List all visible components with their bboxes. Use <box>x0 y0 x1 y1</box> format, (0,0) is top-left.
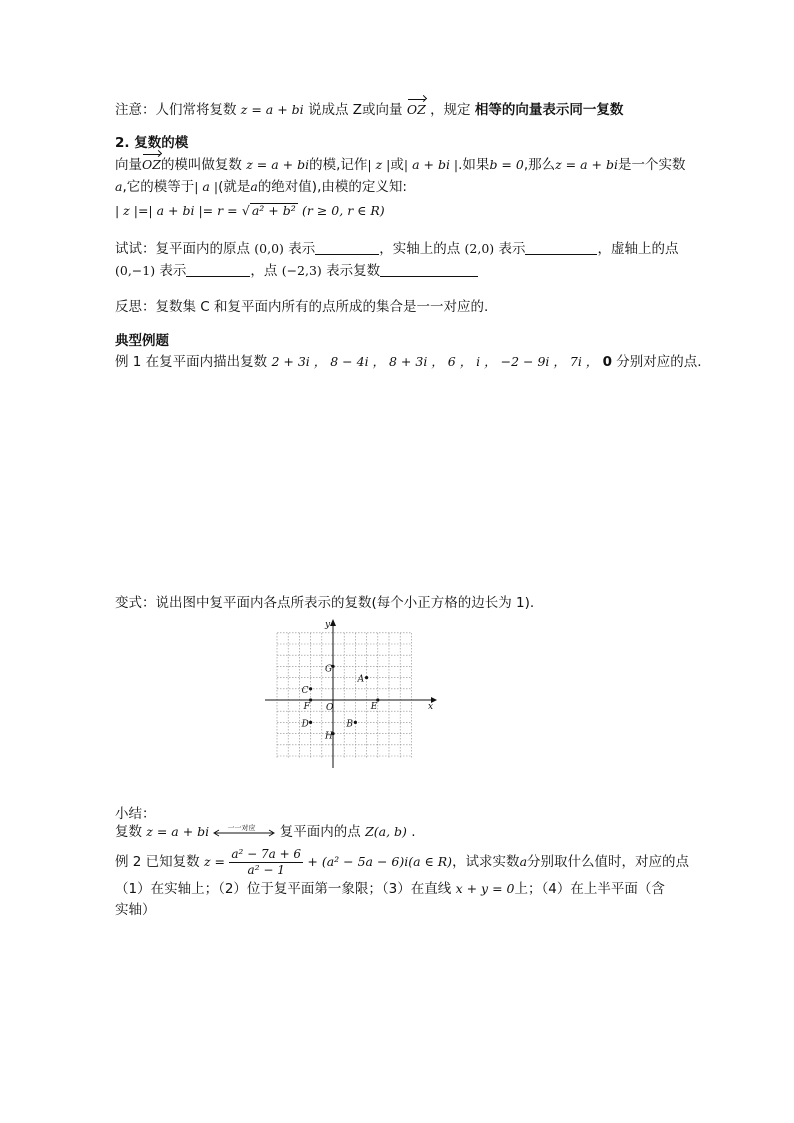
answer-blank-1[interactable] <box>315 240 379 255</box>
summary-title: 小结： <box>115 806 156 822</box>
example1-line <box>115 353 702 371</box>
point-h-label: H <box>325 731 333 742</box>
s2-text-b: 的模叫做复数 <box>160 157 242 173</box>
arrow-label: 一一对应 <box>227 824 256 832</box>
point-d-label: D <box>301 719 309 730</box>
try-text-h: 表示复数 <box>326 263 381 279</box>
try-text-a: 试试：复平面内的原点 <box>115 241 250 257</box>
s2-a: a <box>115 179 123 194</box>
note-line <box>115 101 623 119</box>
s2-text-c: 的模,记作 <box>309 157 368 173</box>
modulus-lhs: | z |=| a + bi |= r = <box>115 203 238 218</box>
s2-modabi: | a + bi | <box>403 157 459 172</box>
ex1-items: 2 + 3i ， 8 − 4i ， 8 + 3i ， 6 ， i ， −2 − 9i ， 7i ， <box>271 354 599 369</box>
ex2-text-c: 分别取什么值时，对应的点 <box>527 854 690 870</box>
s2-text-i: (就是 <box>218 179 251 195</box>
try-point-0m1: (0,−1) <box>115 263 156 278</box>
tryit-line2 <box>115 262 478 280</box>
ex2-denominator: a² − 1 <box>247 862 285 877</box>
s2-expr2: z = a + bi <box>555 157 618 172</box>
example2-line2 <box>115 880 665 898</box>
complex-plane-figure <box>265 618 437 768</box>
section2-line2 <box>115 178 407 196</box>
sum-period: . <box>411 824 416 840</box>
section2-formula: | z |=| a + bi |= r = √ a² + b² (r ≥ 0, r ∈ R) <box>115 203 385 218</box>
ex2-lhs: z = <box>203 854 226 869</box>
sum-text-b: 复平面内的点 <box>279 824 361 840</box>
ex2-text-a: 例 2 已知复数 <box>115 854 200 870</box>
point-a-label: A <box>357 674 365 685</box>
figure-points <box>301 664 380 741</box>
point-a-dot <box>365 676 368 679</box>
point-b-label: B <box>346 719 354 730</box>
sum-point: Z(a, b) <box>365 824 407 839</box>
x-axis-label: x <box>428 702 434 712</box>
reflect-line: 反思：复数集 C 和复平面内所有的点所成的集合是一一对应的. <box>115 299 489 315</box>
ex2-rest: + (a² − 5a − 6)i(a ∈ R) <box>307 854 453 869</box>
answer-blank-2[interactable] <box>525 240 597 255</box>
note-prefix: 注意：人们常将复数 <box>115 102 237 118</box>
s2-text-a: 向量 <box>115 157 142 173</box>
answer-blank-4[interactable] <box>380 262 478 277</box>
example2-line1 <box>115 846 689 878</box>
imag-axis-arrow <box>330 619 336 626</box>
sum-expr: z = a + bi <box>146 824 210 839</box>
note-bold: 相等的向量表示同一复数 <box>474 102 624 118</box>
answer-blank-3[interactable] <box>186 262 250 277</box>
ex2-line-eq: x + y = 0 <box>455 881 515 896</box>
s2-text-e: .如果 <box>458 157 490 173</box>
point-e-label: E <box>370 702 378 712</box>
s2-moda: | a | <box>194 179 219 194</box>
s2-text-g: 是一个实数 <box>618 157 686 173</box>
ex1-text-a: 例 1 在复平面内描出复数 <box>115 354 268 370</box>
section2-title: 2. 复数的模 <box>115 135 189 151</box>
try-text-e: ，虚轴上的点 <box>597 241 679 257</box>
ex2-var: a <box>519 854 528 869</box>
grid-lines <box>277 633 411 758</box>
ex2-text-d: （1）在实轴上；（2）位于复平面第一象限；（3）在直线 <box>115 881 452 897</box>
ex1-zero: 0 <box>602 354 612 370</box>
s2-expr: z = a + bi <box>246 157 310 172</box>
modulus-sqrt: a² + b² <box>251 203 296 218</box>
origin-label: O <box>326 703 334 713</box>
note-mid: 说成点 Z或向量 <box>307 102 403 118</box>
try-text-g: ，点 <box>250 263 278 279</box>
s2-vector: OZ <box>142 157 161 172</box>
ex2-numerator: a² − 7a + 6 <box>231 846 302 861</box>
point-c-label: C <box>301 685 309 696</box>
ex2-fraction <box>229 847 303 878</box>
point-c-dot <box>309 687 312 690</box>
example2-line3: 实轴） <box>115 902 156 918</box>
point-f-label: F <box>303 702 310 712</box>
s2-modz: | z | <box>367 157 391 172</box>
ex2-text-e: 上；（4）在上半平面（含 <box>514 881 665 897</box>
try-text-f: 表示 <box>159 263 187 279</box>
s2-a2: a <box>250 179 258 194</box>
ex1-text-b: 分别对应的点. <box>616 354 702 370</box>
tryit-line1 <box>115 240 678 258</box>
examples-title: 典型例题 <box>115 333 169 349</box>
note-expr: z = a + bi <box>240 102 304 117</box>
point-b-dot <box>354 721 357 724</box>
sum-text-a: 复数 <box>115 824 142 840</box>
s2-text-j: 的绝对值),由模的定义知: <box>257 179 407 195</box>
try-text-b: 表示 <box>288 241 316 257</box>
y-axis-label: y <box>325 620 331 630</box>
s2-b0: b = 0 <box>489 157 524 172</box>
ex2-text-b: ，试求实数 <box>452 854 520 870</box>
note-comma: ，规定 <box>430 102 471 118</box>
try-text-d: 表示 <box>498 241 526 257</box>
s2-text-d: 或 <box>390 157 404 173</box>
s2-text-f: ,那么 <box>523 157 556 173</box>
variant-line: 变式：说出图中复平面内各点所表示的复数(每个小正方格的边长为 1). <box>115 595 535 611</box>
summary-line <box>115 822 416 841</box>
point-d-dot <box>309 721 312 724</box>
s2-text-h: ,它的模等于 <box>122 179 195 195</box>
try-origin: (0,0) <box>254 241 284 256</box>
one-to-one-arrow <box>213 822 275 840</box>
note-vector: OZ <box>406 102 426 117</box>
try-point-20: (2,0) <box>464 241 495 256</box>
section2-line1 <box>115 156 686 174</box>
try-point-m23: (−2,3) <box>281 263 322 278</box>
modulus-condition: (r ≥ 0, r ∈ R) <box>302 203 385 218</box>
point-g-label: G <box>325 664 333 675</box>
try-text-c: ，实轴上的点 <box>379 241 461 257</box>
